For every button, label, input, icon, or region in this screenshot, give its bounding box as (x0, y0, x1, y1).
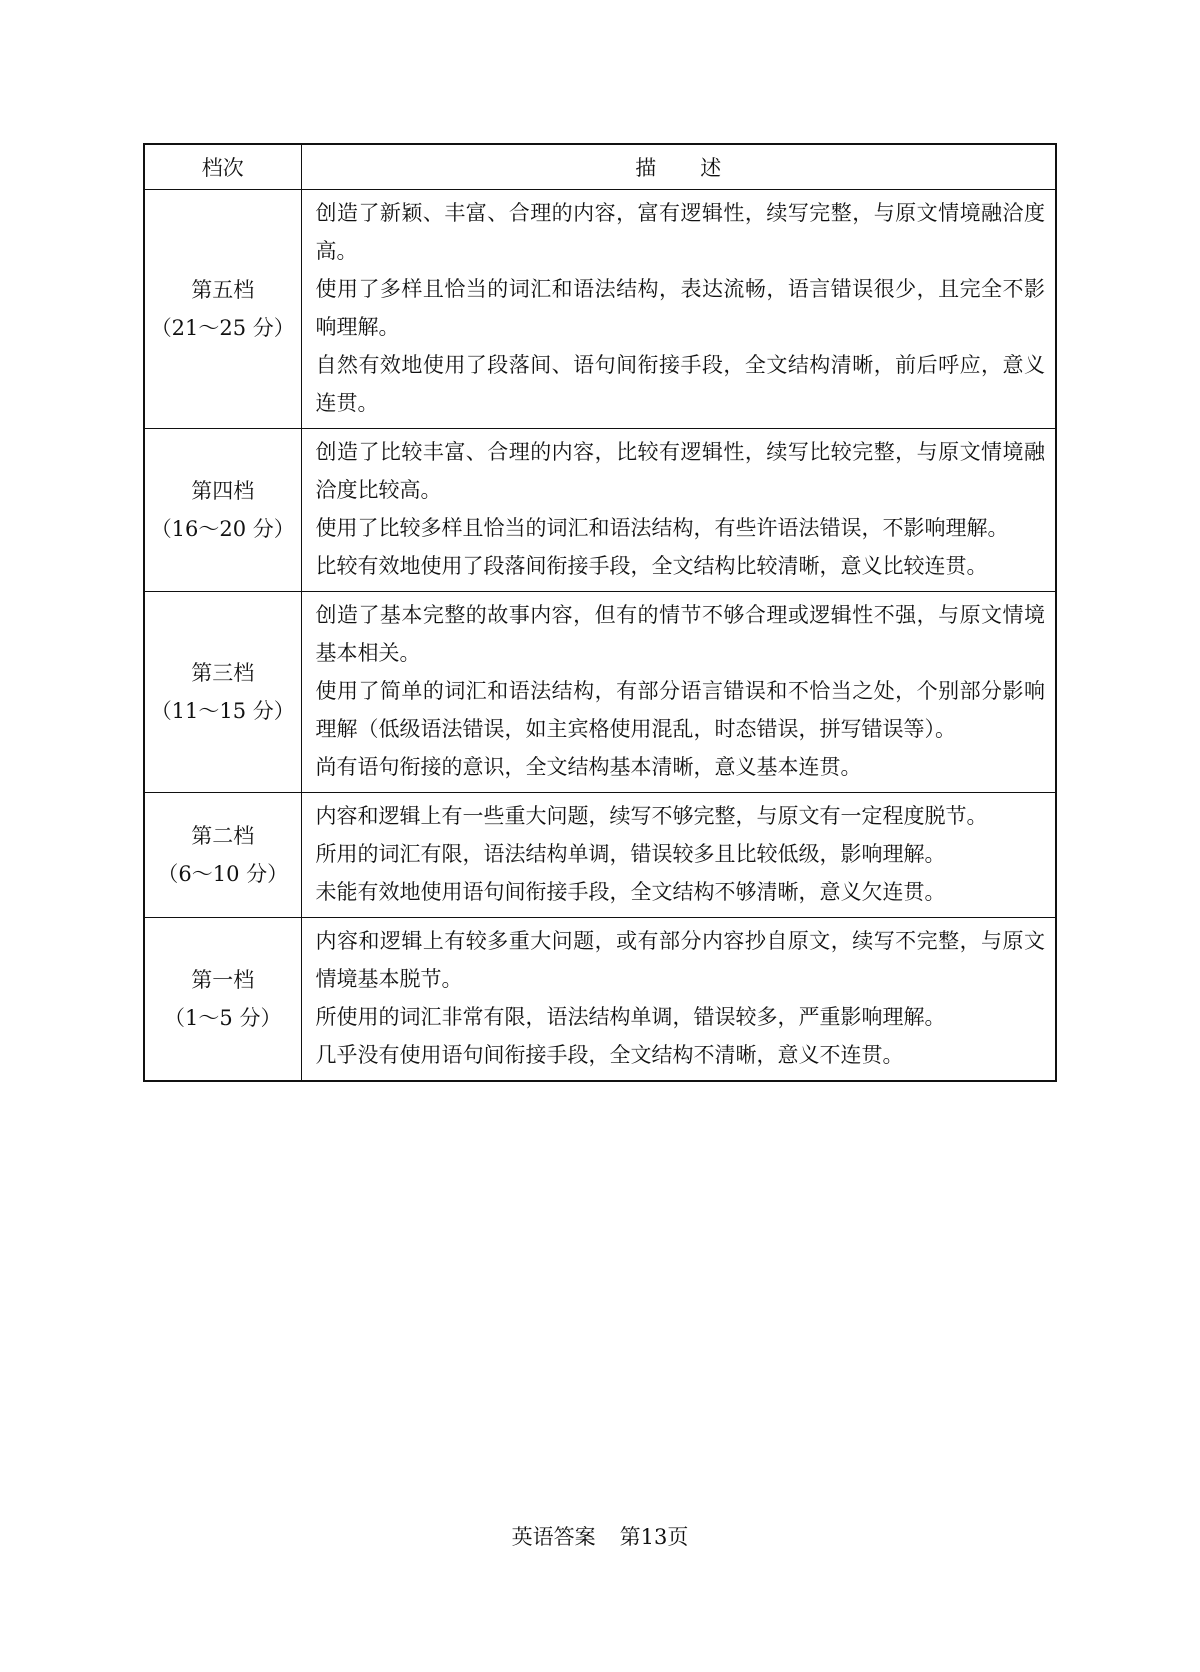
level-score-range: （1～5 分） (164, 1006, 282, 1030)
description-cell (301, 592, 1056, 793)
level-score-range: （16～20 分） (150, 517, 295, 541)
description-line: 创造了比较丰富、合理的内容，比较有逻辑性，续写比较完整，与原文情境融洽度比较高。 (315, 440, 1045, 502)
description-line: 自然有效地使用了段落间、语句间衔接手段，全文结构清晰，前后呼应，意义连贯。 (315, 353, 1045, 415)
level-score-range: （6～10 分） (157, 862, 289, 886)
table-row (144, 918, 1056, 1082)
description-line: 未能有效地使用语句间衔接手段，全文结构不够清晰，意义欠连贯。 (315, 880, 946, 904)
page-footer (0, 1521, 1200, 1551)
description-line: 使用了比较多样且恰当的词汇和语法结构，有些许语法错误，不影响理解。 (315, 516, 1009, 540)
level-cell (144, 793, 301, 918)
level-name: 第三档 (191, 661, 255, 685)
table-row (144, 190, 1056, 429)
description-line: 所使用的词汇非常有限，语法结构单调，错误较多，严重影响理解。 (315, 1005, 946, 1029)
level-cell (144, 190, 301, 429)
description-cell (301, 190, 1056, 429)
description-cell (301, 793, 1056, 918)
header-level: 档次 (144, 144, 301, 190)
description-cell (301, 918, 1056, 1082)
table-row (144, 793, 1056, 918)
description-line: 使用了多样且恰当的词汇和语法结构，表达流畅，语言错误很少，且完全不影响理解。 (315, 277, 1045, 339)
rubric-table (143, 143, 1057, 1082)
table-header-row (144, 144, 1056, 190)
header-description: 描述 (301, 144, 1056, 190)
level-cell (144, 918, 301, 1082)
table-row (144, 429, 1056, 592)
description-cell (301, 429, 1056, 592)
level-name: 第一档 (191, 968, 255, 992)
description-line: 比较有效地使用了段落间衔接手段，全文结构比较清晰，意义比较连贯。 (315, 554, 988, 578)
level-cell (144, 592, 301, 793)
description-line: 尚有语句衔接的意识，全文结构基本清晰，意义基本连贯。 (315, 755, 862, 779)
description-line: 内容和逻辑上有较多重大问题，或有部分内容抄自原文，续写不完整，与原文情境基本脱节。 (315, 929, 1045, 991)
level-name: 第四档 (191, 479, 255, 503)
table-row (144, 592, 1056, 793)
description-line: 内容和逻辑上有一些重大问题，续写不够完整，与原文有一定程度脱节。 (315, 804, 988, 828)
footer-page-number: 第13页 (619, 1525, 689, 1549)
level-name: 第五档 (191, 278, 255, 302)
level-name: 第二档 (191, 824, 255, 848)
description-line: 几乎没有使用语句间衔接手段，全文结构不清晰，意义不连贯。 (315, 1043, 904, 1067)
level-cell (144, 429, 301, 592)
description-line: 使用了简单的词汇和语法结构，有部分语言错误和不恰当之处，个别部分影响理解（低级语法错误，如主宾格使用混乱，时态错误，拼写错误等）。 (315, 679, 1045, 741)
description-line: 创造了新颖、丰富、合理的内容，富有逻辑性，续写完整，与原文情境融洽度高。 (315, 201, 1045, 263)
description-line: 创造了基本完整的故事内容，但有的情节不够合理或逻辑性不强，与原文情境基本相关。 (315, 603, 1045, 665)
level-score-range: （11～15 分） (150, 699, 295, 723)
footer-subject: 英语答案 (511, 1525, 596, 1549)
description-line: 所用的词汇有限，语法结构单调，错误较多且比较低级，影响理解。 (315, 842, 946, 866)
level-score-range: （21～25 分） (150, 316, 295, 340)
